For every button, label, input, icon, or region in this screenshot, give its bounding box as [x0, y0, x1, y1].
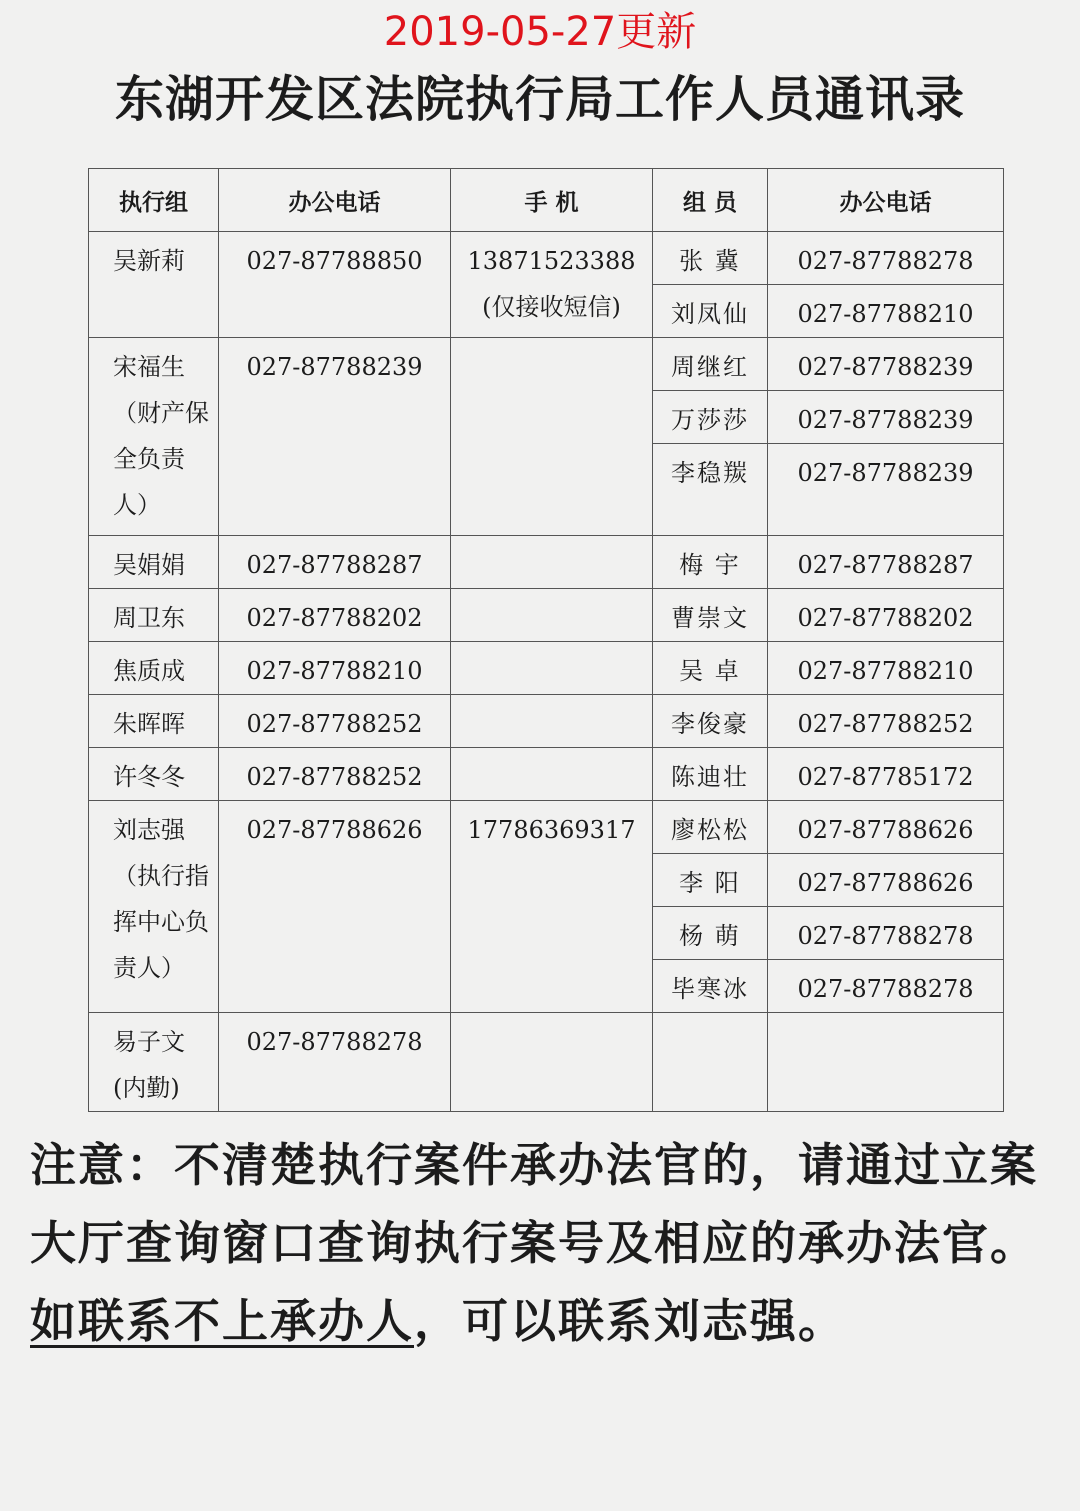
group-leader-note: (内勤)	[113, 1074, 180, 1102]
member-phone: 027-87785172	[768, 748, 1004, 801]
group-leader-cell	[89, 748, 219, 801]
group-leader: 周卫东	[113, 604, 185, 632]
office-phone: 027-87788287	[219, 536, 451, 589]
table-row	[89, 695, 1004, 748]
member-name: 张 冀	[653, 232, 768, 285]
office-phone: 027-87788252	[219, 748, 451, 801]
member-name: 陈迪壮	[653, 748, 768, 801]
group-leader: 易子文	[113, 1028, 185, 1056]
member-name: 曹崇文	[653, 589, 768, 642]
table-row	[89, 1013, 1004, 1112]
office-phone: 027-87788278	[219, 1013, 451, 1112]
group-leader-cell	[89, 338, 219, 536]
group-leader: 许冬冬	[113, 763, 185, 791]
table-row	[89, 642, 1004, 695]
member-phone: 027-87788239	[768, 391, 1004, 444]
table-row	[89, 232, 1004, 285]
table-body	[89, 232, 1004, 1112]
member-name: 杨 萌	[653, 907, 768, 960]
member-phone: 027-87788210	[768, 285, 1004, 338]
group-leader: 焦质成	[113, 657, 185, 685]
member-phone: 027-87788239	[768, 338, 1004, 391]
header-group: 执行组	[89, 169, 219, 232]
member-phone: 027-87788239	[768, 444, 1004, 536]
mobile-cell	[451, 338, 653, 536]
member-phone: 027-87788278	[768, 232, 1004, 285]
table-row	[89, 536, 1004, 589]
table-header-row	[89, 169, 1004, 232]
member-phone: 027-87788202	[768, 589, 1004, 642]
member-name-empty	[653, 1013, 768, 1112]
header-member-phone: 办公电话	[768, 169, 1004, 232]
member-name: 廖松松	[653, 801, 768, 854]
member-phone: 027-87788626	[768, 854, 1004, 907]
group-leader: 刘志强	[113, 816, 185, 844]
member-name: 毕寒冰	[653, 960, 768, 1013]
member-name: 刘凤仙	[653, 285, 768, 338]
member-name: 李稳羰	[653, 444, 768, 536]
member-name: 周继红	[653, 338, 768, 391]
group-leader-cell	[89, 1013, 219, 1112]
mobile-note: (仅接收短信)	[482, 293, 621, 321]
group-leader: 宋福生	[113, 353, 185, 381]
member-phone: 027-87788287	[768, 536, 1004, 589]
mobile-cell	[451, 536, 653, 589]
mobile-cell	[451, 589, 653, 642]
notice-text-2: ，可以联系刘志强。	[414, 1294, 846, 1348]
group-leader-cell	[89, 232, 219, 338]
mobile-cell	[451, 695, 653, 748]
office-phone: 027-87788239	[219, 338, 451, 536]
update-date: 2019-05-27更新	[383, 9, 697, 55]
member-phone: 027-87788252	[768, 695, 1004, 748]
member-phone: 027-87788210	[768, 642, 1004, 695]
office-phone: 027-87788850	[219, 232, 451, 338]
mobile-cell	[451, 642, 653, 695]
member-name: 万莎莎	[653, 391, 768, 444]
office-phone: 027-87788626	[219, 801, 451, 1013]
member-phone: 027-87788626	[768, 801, 1004, 854]
member-name: 梅 宇	[653, 536, 768, 589]
member-phone-empty	[768, 1013, 1004, 1112]
mobile-cell	[451, 801, 653, 1013]
table-row	[89, 748, 1004, 801]
contact-table	[88, 168, 1004, 1112]
header-office-phone: 办公电话	[219, 169, 451, 232]
office-phone: 027-87788252	[219, 695, 451, 748]
member-name: 吴 卓	[653, 642, 768, 695]
office-phone: 027-87788202	[219, 589, 451, 642]
table-row	[89, 338, 1004, 391]
group-leader-note: （财产保全负责人）	[113, 399, 209, 519]
mobile-cell	[451, 232, 653, 338]
notice	[30, 1126, 1060, 1360]
group-leader-cell	[89, 536, 219, 589]
mobile-number: 13871523388	[467, 247, 636, 275]
group-leader-cell	[89, 801, 219, 1013]
group-leader-cell	[89, 589, 219, 642]
member-name: 李俊豪	[653, 695, 768, 748]
table-row	[89, 589, 1004, 642]
notice-text-1: 注意：不清楚执行案件承办法官的，请通过立案大厅查询窗口查询执行案号及相应的承办法官。	[30, 1138, 1038, 1270]
member-phone: 027-87788278	[768, 907, 1004, 960]
group-leader-cell	[89, 695, 219, 748]
group-leader-note: （执行指挥中心负责人）	[113, 862, 209, 982]
header-member: 组 员	[653, 169, 768, 232]
group-leader-cell	[89, 642, 219, 695]
mobile-cell	[451, 1013, 653, 1112]
mobile-number: 17786369317	[467, 816, 636, 844]
group-leader: 吴新莉	[113, 247, 185, 275]
member-name: 李 阳	[653, 854, 768, 907]
group-leader: 吴娟娟	[113, 551, 185, 579]
group-leader: 朱晖晖	[113, 710, 185, 738]
mobile-cell	[451, 748, 653, 801]
office-phone: 027-87788210	[219, 642, 451, 695]
notice-underlined: 如联系不上承办人	[30, 1294, 414, 1348]
table-row	[89, 801, 1004, 854]
page-title: 东湖开发区法院执行局工作人员通讯录	[114, 71, 965, 128]
header-mobile: 手 机	[451, 169, 653, 232]
member-phone: 027-87788278	[768, 960, 1004, 1013]
